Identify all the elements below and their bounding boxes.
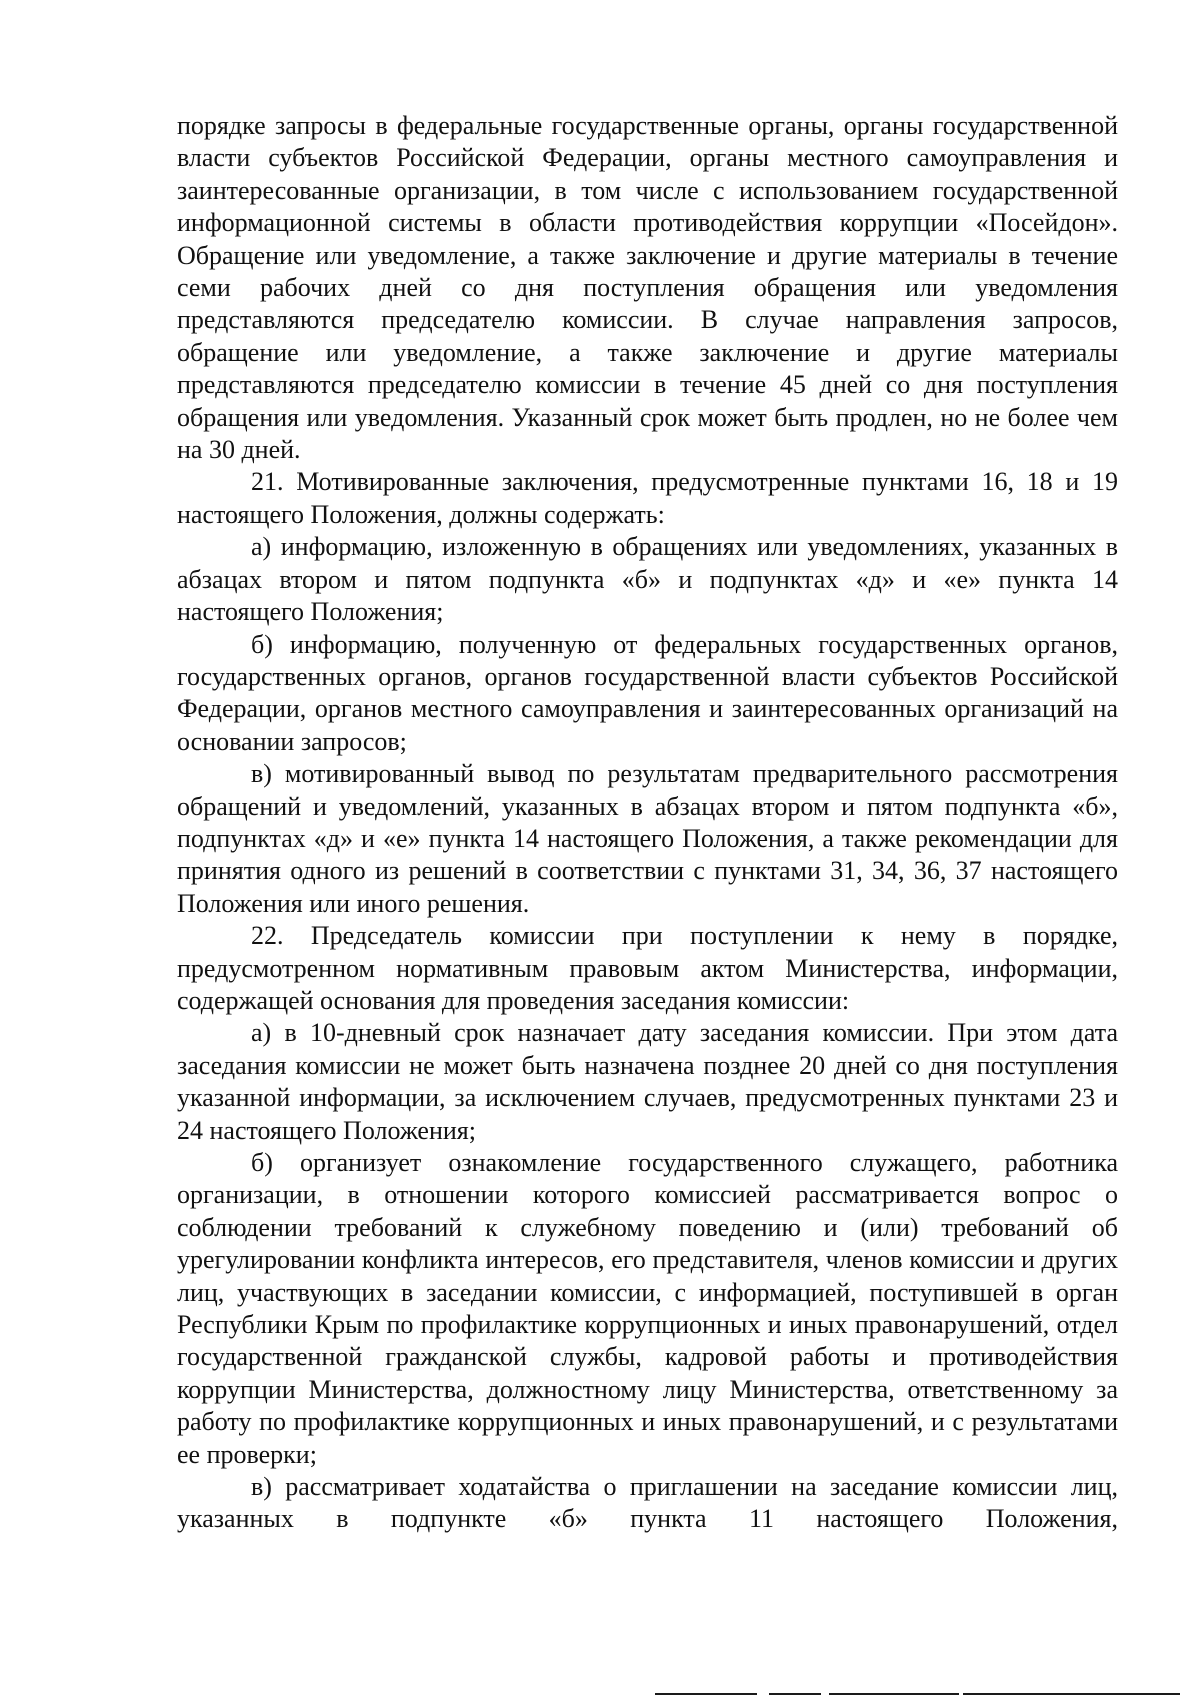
paragraph-item-21-b: б) информацию, полученную от федеральных государственных органов, государственных органов, органов государственной власти субъектов Российской Федерации, органов местного самоуправления и заинтересованных организаций на основании запросов; [177,629,1118,756]
footer-rule-segment [655,1693,757,1695]
paragraph-item-21-a: а) информацию, изложенную в обращениях или уведомлениях, указанных в абзацах втором и пятом подпункта «б» и подпунктах «д» и «е» пункта 14 настоящего Положения; [177,532,1118,627]
paragraph-item-21-v: в) мотивированный вывод по результатам предварительного рассмотрения обращений и уведомлений, указанных в абзацах втором и пятом подпункта «б», подпунктах «д» и «е» пункта 14 настоящего Положения, а также рекомендации для принятия одного из решений в соответствии с пунктами 31, 34, 36, 37 настоящего Положения или иного решения. [177,759,1118,918]
paragraph-item-22: 22. Председатель комиссии при поступлении к нему в порядке, предусмотренном нормативным правовым актом Министерства, информации, содержащей основания для проведения заседания комиссии: [177,921,1118,1015]
paragraph-item-22-b: б) организует ознакомление государственного служащего, работника организации, в отношении которого комиссией рассматривается вопрос о соблюдении требований к служебному поведению и (или) требований об урегулировании конфликта интересов, его представителя, членов комиссии и других лиц, участвующих в заседании комиссии, с информацией, поступившей в орган Республики Крым по профилактике коррупционных и иных правонарушений, отдел государственной гражданской службы, кадровой работы и противодействия коррупции Министерства, должностному лицу Министерства, ответственному за работу по профилактике коррупционных и иных правонарушений, и с результатами ее проверки; [177,1148,1118,1469]
footer-rule-segment [769,1693,821,1695]
footer-rule-segment [963,1693,1180,1695]
paragraph-item-21: 21. Мотивированные заключения, предусмотренные пунктами 16, 18 и 19 настоящего Положения, должны содержать: [177,467,1118,529]
paragraph-item-22-v: в) рассматривает ходатайства о приглашении на заседание комиссии лиц, указанных в подпункте «б» пункта 11 настоящего Положения, [177,1472,1118,1534]
document-page [177,110,1118,1536]
paragraph-continuation: порядке запросы в федеральные государственные органы, органы государственной власти субъектов Российской Федерации, органы местного самоуправления и заинтересованные организации, в том числе с использованием государственной информационной системы в области противодействия коррупции «Посейдон». Обращение или уведомление, а также заключение и другие материалы в течение семи рабочих дней со дня поступления обращения или уведомления представляются председателю комиссии. В случае направления запросов, обращение или уведомление, а также заключение и другие материалы представляются председателю комиссии в течение 45 дней со дня поступления обращения или уведомления. Указанный срок может быть продлен, но не более чем на 30 дней. [177,111,1118,465]
footer-rule-segment [829,1693,959,1695]
paragraph-item-22-a: а) в 10-дневный срок назначает дату заседания комиссии. При этом дата заседания комиссии не может быть назначена позднее 20 дней со дня поступления указанной информации, за исключением случаев, предусмотренных пунктами 23 и 24 настоящего Положения; [177,1018,1118,1145]
